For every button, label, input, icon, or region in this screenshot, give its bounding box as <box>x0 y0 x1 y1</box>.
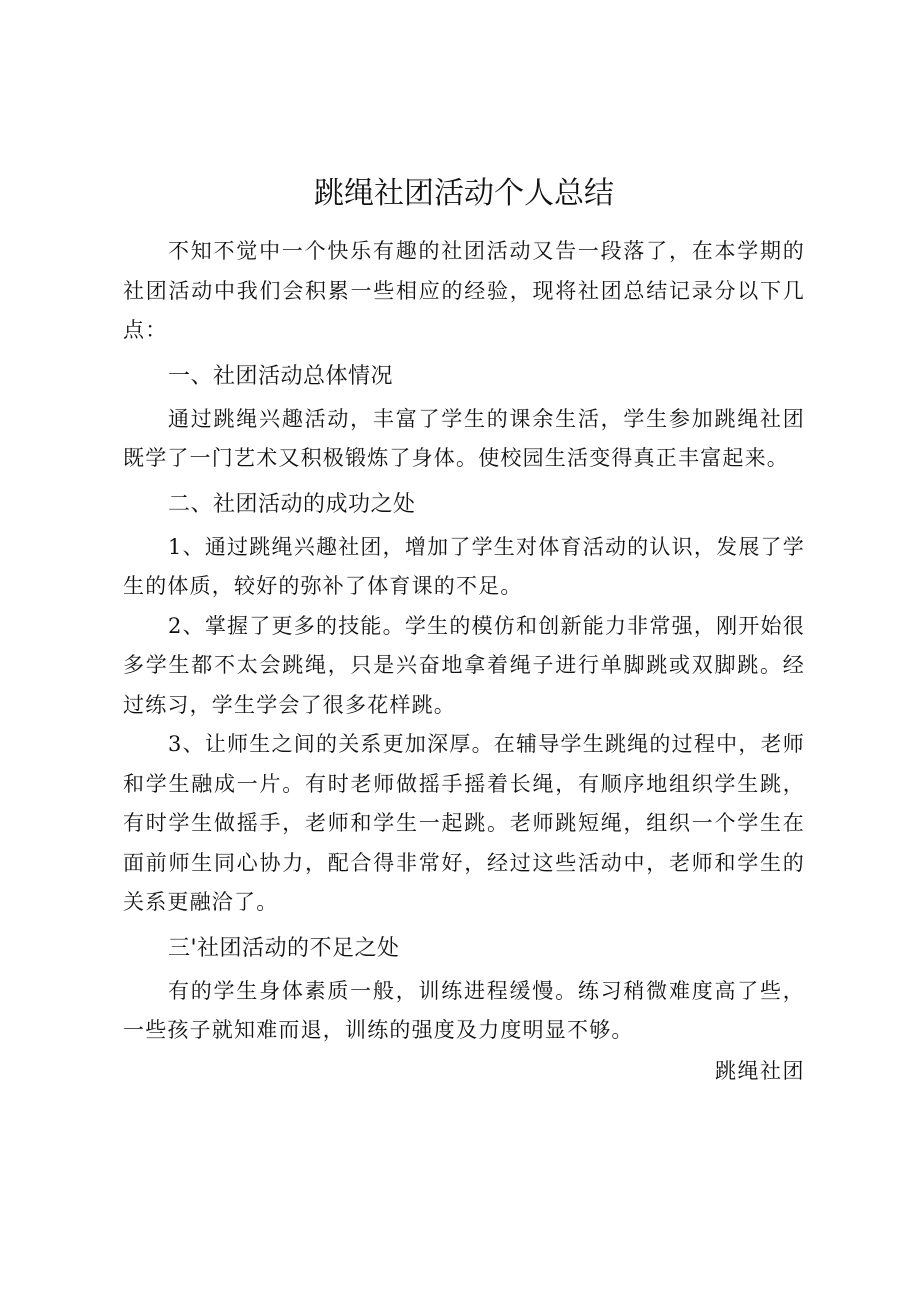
section-3-paragraph: 有的学生身体素质一般，训练进程缓慢。练习稍微难度高了些，一些孩子就知难而退，训练的强度及力度明显不够。 <box>123 978 805 1042</box>
section-1-paragraph: 通过跳绳兴趣活动，丰富了学生的课余生活，学生参加跳绳社团既学了一门艺术又积极锻炼了身体。使校园生活变得真正丰富起来。 <box>123 406 805 470</box>
document-body <box>123 170 805 1091</box>
section-2-item-1: 1、通过跳绳兴趣社团，增加了学生对体育活动的认识，发展了学生的体质，较好的弥补了体育课的不足。 <box>123 534 805 598</box>
section-2-heading: 二、社团活动的成功之处 <box>168 491 416 517</box>
section-2-item-3: 3、让师生之间的关系更加深厚。在辅导学生跳绳的过程中，老师和学生融成一片。有时老师做摇手摇着长绳，有顺序地组织学生跳，有时学生做摇手，老师和学生一起跳。老师跳短绳，组织一个学生在面前师生同心协力，配合得非常好，经过这些活动中，老师和学生的关系更融洽了。 <box>123 732 805 914</box>
document-title: 跳绳社团活动个人总结 <box>314 176 614 211</box>
section-3-heading: 三'社团活动的不足之处 <box>168 935 400 961</box>
section-1-heading: 一、社团活动总体情况 <box>168 363 394 389</box>
intro-paragraph: 不知不觉中一个快乐有趣的社团活动又告一段落了，在本学期的社团活动中我们会积累一些相应的经验，现将社团总结记录分以下几点： <box>123 239 805 342</box>
signature: 跳绳社团 <box>715 1058 805 1083</box>
section-2-item-2: 2、掌握了更多的技能。学生的模仿和创新能力非常强，刚开始很多学生都不太会跳绳，只是兴奋地拿着绳子进行单脚跳或双脚跳。经过练习，学生学会了很多花样跳。 <box>123 613 805 717</box>
